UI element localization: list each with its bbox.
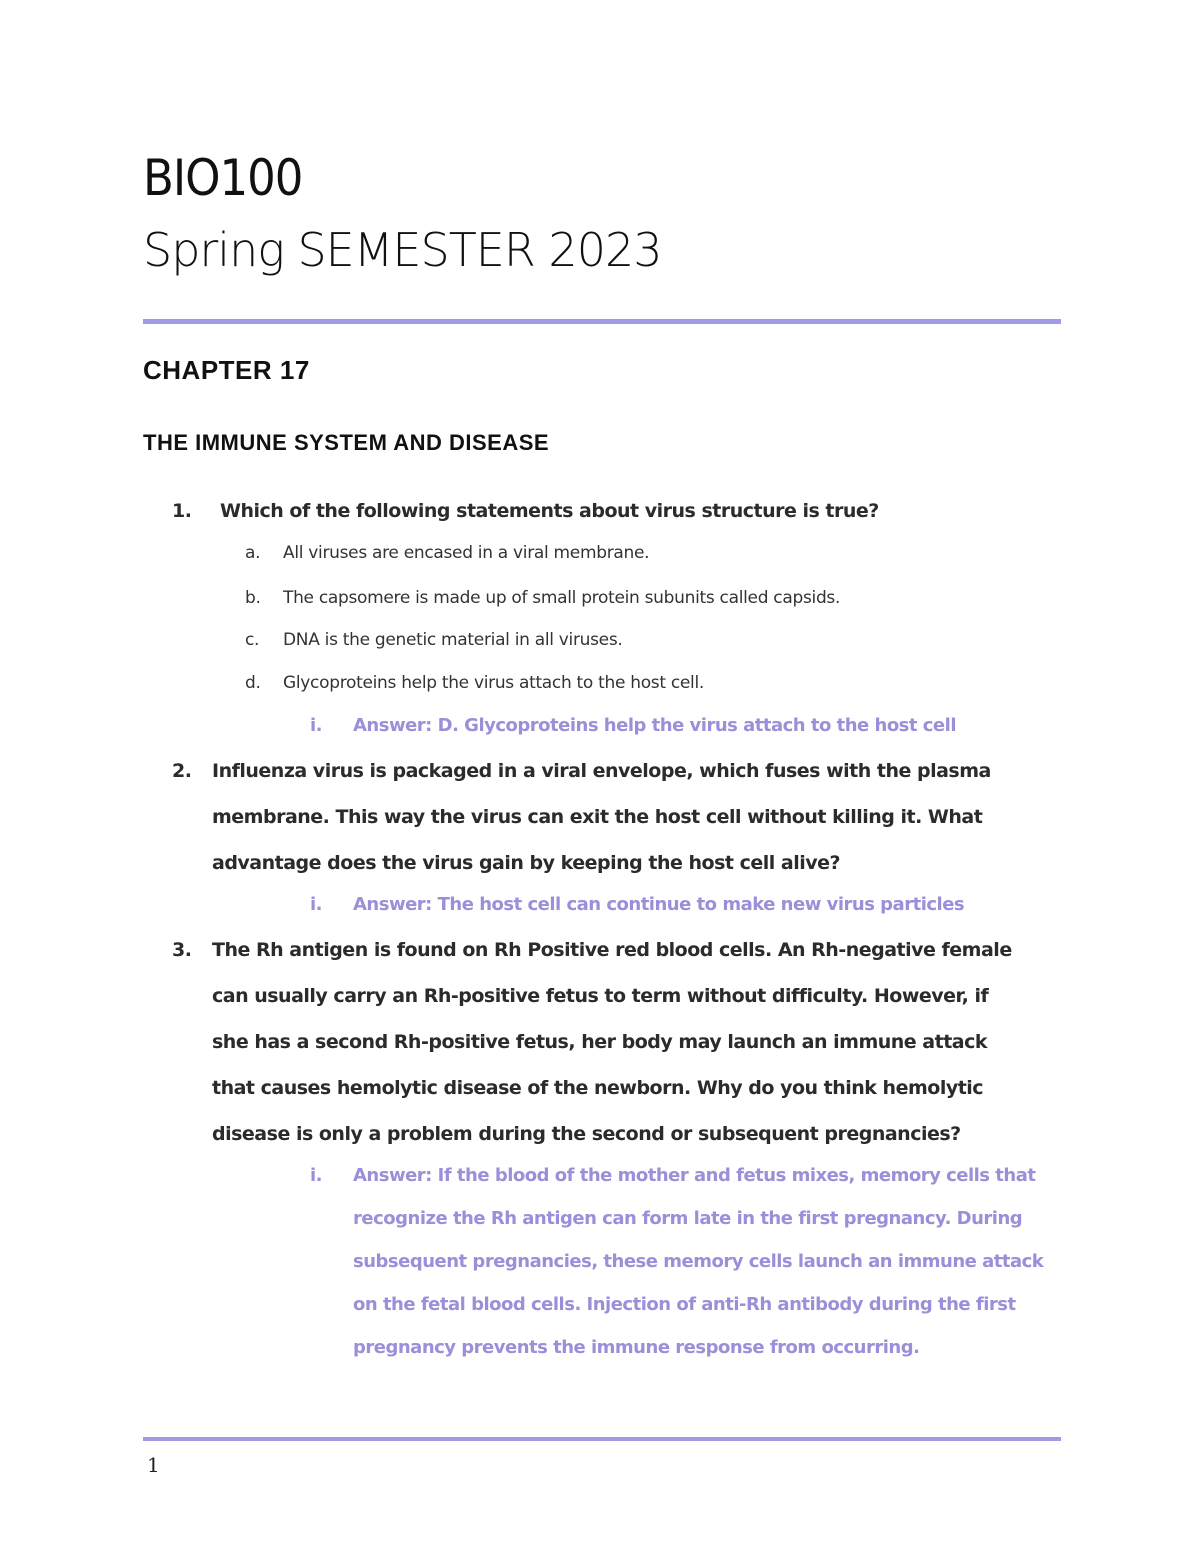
option-c [245,630,1005,654]
option-a [245,543,1005,567]
option-b [245,588,1005,612]
question-text-line: The Rh antigen is found on Rh Positive red blood cells. An Rh-negative female [212,939,1012,961]
answer-1 [310,705,1060,747]
option-text: Glycoproteins help the virus attach to the host cell. [283,673,704,693]
option-text: All viruses are encased in a viral membrane. [283,543,650,563]
answer-2 [310,884,1060,926]
question-text-line: Which of the following statements about virus structure is true? [220,500,879,522]
answer-text-line: on the fetal blood cells. Injection of anti-Rh antibody during the first [353,1294,1016,1315]
question-number: 2. [172,760,192,782]
option-label: a. [245,543,261,563]
answer-label: i. [310,894,323,915]
option-label: b. [245,588,261,608]
answer-text-line: pregnancy prevents the immune response from occurring. [353,1337,920,1358]
answer-text-line: Answer: If the blood of the mother and fetus mixes, memory cells that [353,1165,1036,1186]
question-text-line: she has a second Rh-positive fetus, her body may launch an immune attack [212,1031,988,1053]
chapter-subtitle: THE IMMUNE SYSTEM AND DISEASE [143,430,550,455]
question-text-line: advantage does the virus gain by keeping the host cell alive? [212,852,841,874]
question-text-line: that causes hemolytic disease of the newborn. Why do you think hemolytic [212,1077,984,1099]
answer-text: Answer: The host cell can continue to make new virus particles [353,894,965,915]
option-d [245,673,1005,697]
question-text-line: disease is only a problem during the second or subsequent pregnancies? [212,1123,961,1145]
question-number: 3. [172,939,192,961]
answer-3 [310,1155,1060,1370]
answer-text: Answer: D. Glycoproteins help the virus attach to the host cell [353,715,956,736]
question-3 [172,927,1052,1157]
answer-text-line: recognize the Rh antigen can form late in the first pregnancy. During [353,1208,1023,1229]
footer-divider [143,1437,1061,1441]
option-text: The capsomere is made up of small protein subunits called capsids. [283,588,841,608]
question-text-line: can usually carry an Rh-positive fetus to term without difficulty. However, if [212,985,989,1007]
option-text: DNA is the genetic material in all viruses. [283,630,623,650]
answer-label: i. [310,1165,323,1186]
answer-text-line: subsequent pregnancies, these memory cells launch an immune attack [353,1251,1044,1272]
option-label: d. [245,673,261,693]
question-text-line: Influenza virus is packaged in a viral envelope, which fuses with the plasma [212,760,991,782]
answer-label: i. [310,715,323,736]
question-1 [172,488,1052,534]
page-number: 1 [147,1453,160,1477]
question-number: 1. [172,500,192,522]
semester-label: Spring SEMESTER 2023 [143,223,662,277]
question-2 [172,748,1052,886]
course-code: BIO100 [143,149,303,207]
question-text-line: membrane. This way the virus can exit the host cell without killing it. What [212,806,983,828]
chapter-title: CHAPTER 17 [143,355,310,385]
option-label: c. [245,630,260,650]
header-divider [143,319,1061,324]
